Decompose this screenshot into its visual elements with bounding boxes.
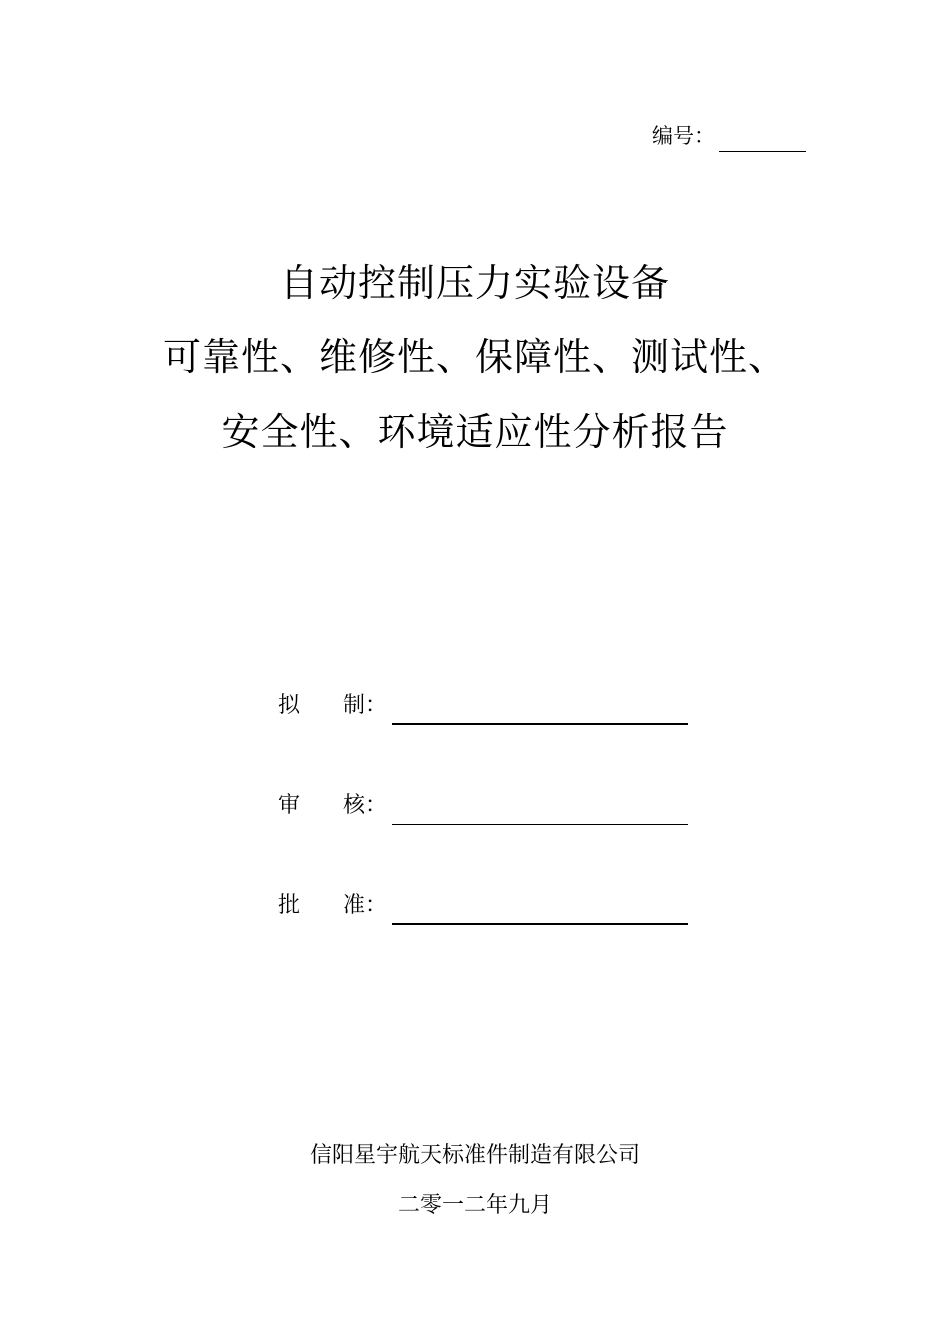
- signature-field-approved[interactable]: [392, 923, 688, 925]
- signature-field-drafted[interactable]: [392, 723, 688, 725]
- signature-label-drafted-char1: 拟: [278, 693, 301, 718]
- serial-number-field[interactable]: [719, 151, 806, 152]
- signature-label-reviewed-char2: 核：: [343, 793, 388, 818]
- signature-field-reviewed[interactable]: [392, 824, 688, 825]
- signature-label-reviewed-char1: 审: [278, 793, 301, 818]
- report-title-line-3: 安全性、环境适应性分析报告: [221, 410, 729, 454]
- signature-label-approved-char2: 准：: [343, 893, 388, 918]
- serial-number-label: 编号：: [652, 124, 715, 148]
- signature-label-drafted-char2: 制：: [343, 693, 388, 718]
- report-title-line-2: 可靠性、维修性、保障性、测试性、: [162, 335, 787, 379]
- report-title-line-1: 自动控制压力实验设备: [279, 261, 670, 305]
- report-date: 二零一二年九月: [397, 1193, 552, 1218]
- company-name: 信阳星宇航天标准件制造有限公司: [309, 1143, 640, 1168]
- signature-label-approved-char1: 批: [278, 893, 301, 918]
